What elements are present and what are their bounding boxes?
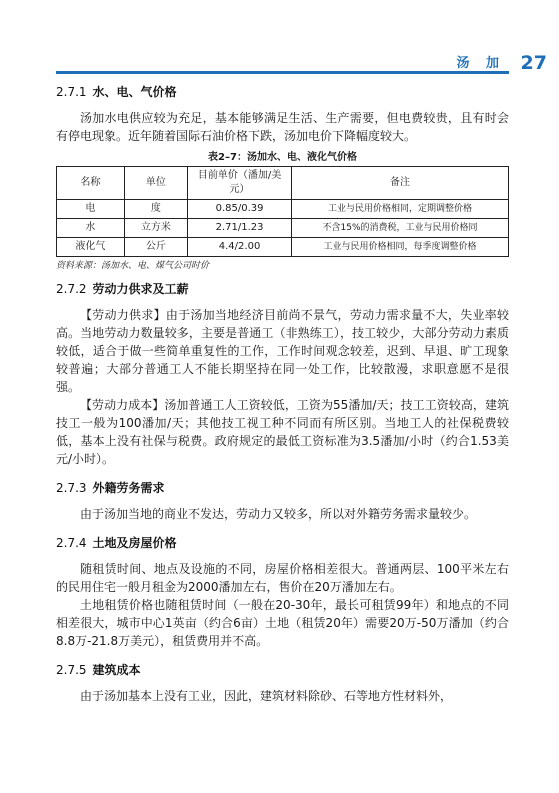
section-heading: 2.7.3 外籍劳务需求 bbox=[56, 481, 165, 495]
paragraph: 由于汤加当地的商业不发达，劳动力又较多，所以对外籍劳务需求量较少。 bbox=[80, 507, 477, 521]
table-cell: 工业与民用价格相同，每季度调整价格 bbox=[292, 238, 509, 257]
section-header-title: 汤 加 bbox=[456, 56, 505, 71]
paragraph: 汤加水电供应较为充足，基本能够满足生活、生产需要，但电费较贵，且有时会有停电现象。近年随着国际石油价格下跌，汤加电价下降幅度较大。 bbox=[56, 111, 509, 143]
table-cell: 工业与民用价格相同，定期调整价格 bbox=[292, 200, 509, 219]
table-cell: 电 bbox=[57, 200, 125, 219]
table-header-row bbox=[57, 167, 509, 200]
paragraph: 【劳动力供求】由于汤加当地经济目前尚不景气，劳动力需求量不大，失业率较高。当地劳动力数量较多，主要是普通工（非熟练工），技工较少，大部分劳动力素质较低，适合于做一些简单重复性的工作，工作时间观念较差，迟到、早退、旷工现象较普遍；大部分普通工人不能长期坚持在同一处工作，比较散漫，求职意愿不是很强。 bbox=[56, 308, 509, 394]
column-header: 单位 bbox=[124, 167, 187, 200]
paragraph: 【劳动力成本】汤加普通工人工资较低，工资为55潘加/天；技工工资较高，建筑技工一般为100潘加/天；其他技工视工种不同而有所区别。当地工人的社保税费较低，基本上没有社保与税费。政府规定的最低工资标准为3.5潘加/小时（约合1.53美元/小时）。 bbox=[56, 398, 509, 466]
column-header: 名称 bbox=[57, 167, 125, 200]
price-table bbox=[56, 166, 509, 257]
table-cell: 0.85/0.39 bbox=[188, 200, 292, 219]
header-rule bbox=[56, 71, 509, 74]
paragraph: 土地租赁价格也随租赁时间（一般在20-30年，最长可租赁99年）和地点的不同相差很大，城市中心1英亩（约合6亩）土地（租赁20年）需要20万-50万潘加（约合8.8万-21.8万美元），租赁费用并不高。 bbox=[56, 598, 509, 648]
section-heading: 2.7.5 建筑成本 bbox=[56, 663, 141, 677]
table-cell: 水 bbox=[57, 219, 125, 238]
table-row bbox=[57, 219, 509, 238]
section-heading: 2.7.4 土地及房屋价格 bbox=[56, 536, 177, 550]
table-cell: 2.71/1.23 bbox=[188, 219, 292, 238]
table-cell: 4.4/2.00 bbox=[188, 238, 292, 257]
table-row bbox=[57, 200, 509, 219]
page-number: 27 bbox=[520, 52, 547, 74]
column-header: 备注 bbox=[292, 167, 509, 200]
table-source-note: 资料来源：汤加水、电、煤气公司时价 bbox=[56, 261, 210, 271]
section-heading: 2.7.1 水、电、气价格 bbox=[56, 85, 177, 99]
table-row bbox=[57, 238, 509, 257]
paragraph: 随租赁时间、地点及设施的不同，房屋价格相差很大。普通两层、100平米左右的民用住宅一般月租金为2000潘加左右，售价在20万潘加左右。 bbox=[56, 562, 509, 594]
table-title: 表2–7：汤加水、电、液化气价格 bbox=[208, 152, 357, 163]
page-content bbox=[56, 84, 509, 705]
table-cell: 不含15%的消费税，工业与民用价格同 bbox=[292, 219, 509, 238]
paragraph: 由于汤加基本上没有工业，因此，建筑材料除砂、石等地方性材料外， bbox=[80, 689, 453, 703]
table-cell: 液化气 bbox=[57, 238, 125, 257]
table-cell: 立方米 bbox=[124, 219, 187, 238]
column-header: 目前单价（潘加/美元） bbox=[188, 167, 292, 200]
section-heading: 2.7.2 劳动力供求及工薪 bbox=[56, 282, 189, 296]
table-cell: 公斤 bbox=[124, 238, 187, 257]
table-cell: 度 bbox=[124, 200, 187, 219]
